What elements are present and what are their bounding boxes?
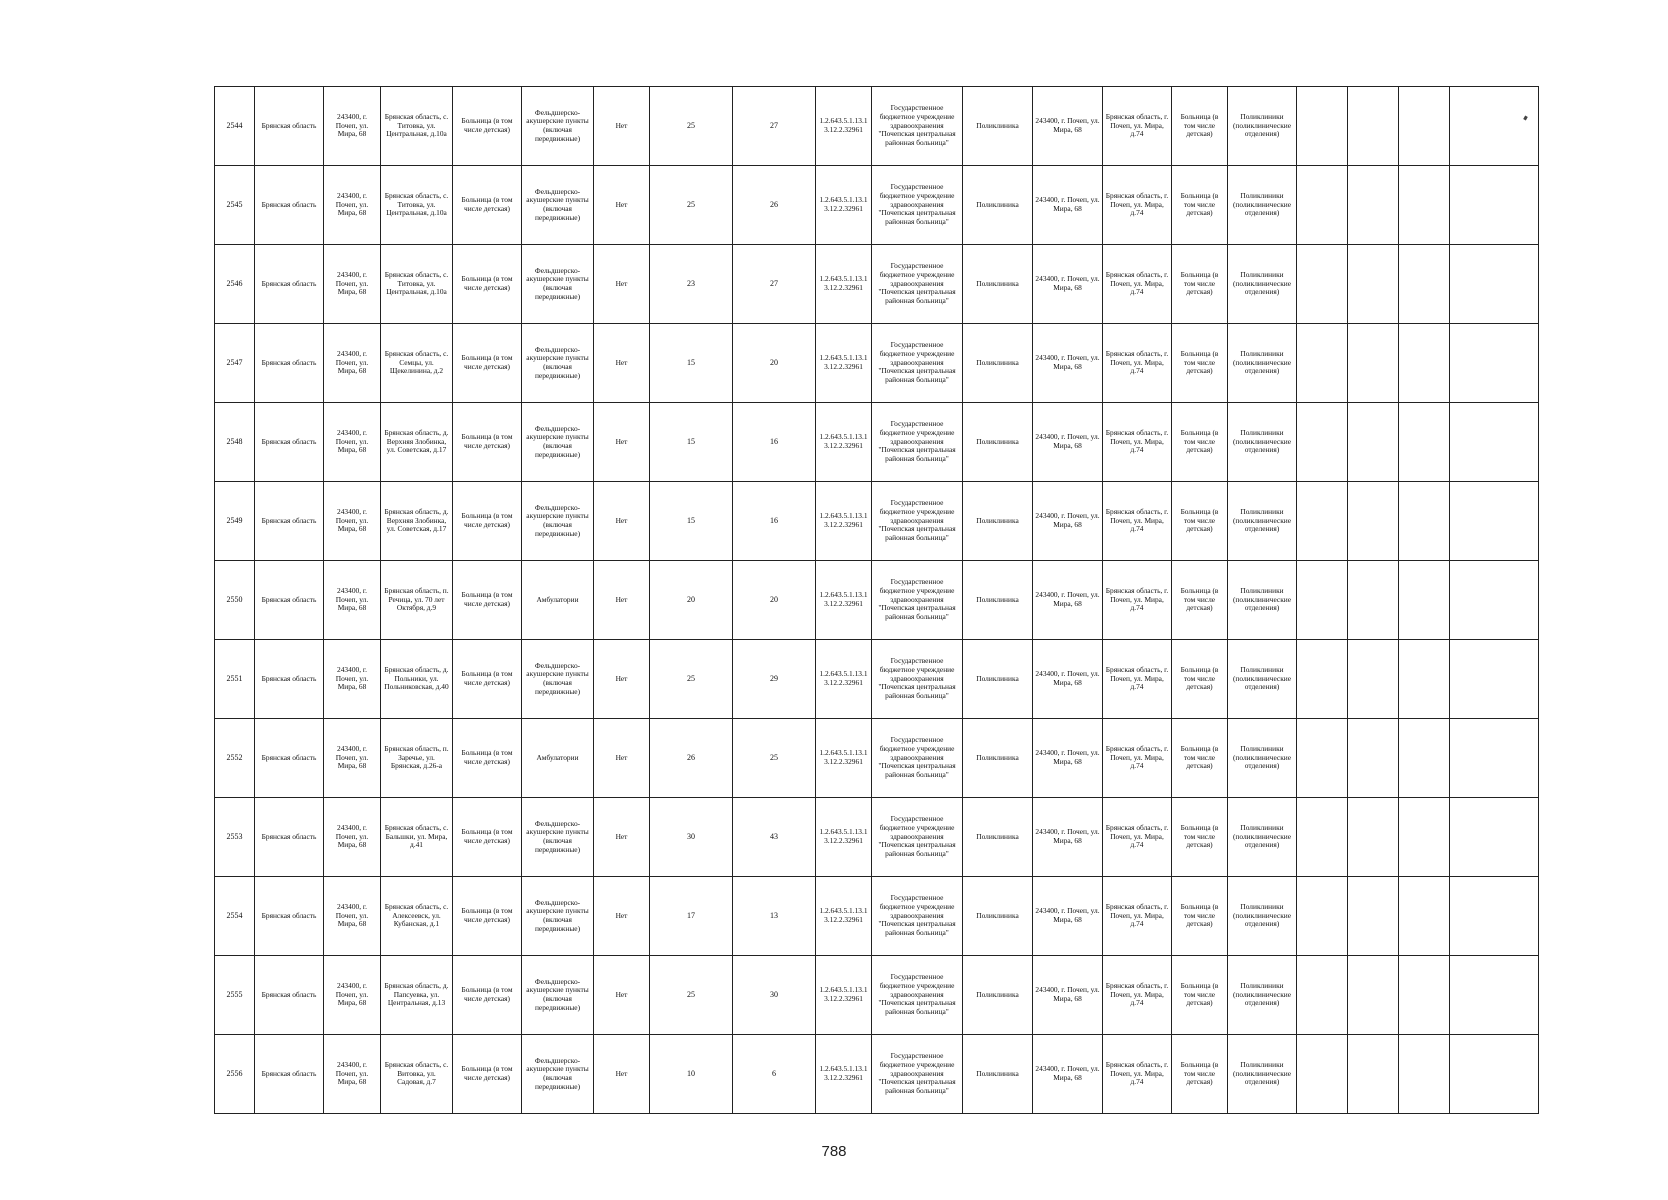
table-row [215, 640, 1539, 719]
cell-empty-3 [1399, 403, 1450, 482]
cell-org-address: 243400, г. Почеп, ул. Мира, 68 [324, 1035, 381, 1114]
cell-count-a: 15 [650, 324, 733, 403]
cell-empty-4 [1450, 719, 1539, 798]
cell-record-number: 2554 [215, 877, 255, 956]
cell-actual-address: Брянская область, г. Почеп, ул. Мира, д.74 [1103, 1035, 1172, 1114]
cell-empty-1 [1297, 798, 1348, 877]
cell-flag: Нет [594, 877, 650, 956]
cell-structure-type: Поликлиника [963, 166, 1033, 245]
cell-facility-kind: Больница (в том числе детская) [1172, 561, 1228, 640]
cell-org-name: Государственное бюджетное учреждение здравоохранения "Почепская центральная районная больница" [872, 877, 963, 956]
table-row [215, 1035, 1539, 1114]
cell-facility-kind: Больница (в том числе детская) [1172, 798, 1228, 877]
cell-empty-2 [1348, 877, 1399, 956]
cell-unit-type: Фельдшерско-акушерские пункты (включая передвижные) [522, 166, 594, 245]
cell-record-number: 2547 [215, 324, 255, 403]
cell-site-address: Брянская область, с. Витовка, ул. Садовая, д.7 [381, 1035, 453, 1114]
cell-org-name: Государственное бюджетное учреждение здравоохранения "Почепская центральная районная больница" [872, 956, 963, 1035]
cell-unit-type: Фельдшерско-акушерские пункты (включая передвижные) [522, 245, 594, 324]
cell-org-address: 243400, г. Почеп, ул. Мира, 68 [324, 166, 381, 245]
cell-division-kind: Поликлиники (поликлинические отделения) [1228, 1035, 1297, 1114]
cell-division-kind: Поликлиники (поликлинические отделения) [1228, 956, 1297, 1035]
cell-org-name: Государственное бюджетное учреждение здравоохранения "Почепская центральная районная больница" [872, 87, 963, 166]
cell-count-b: 30 [733, 956, 816, 1035]
cell-region: Брянская область [255, 640, 324, 719]
table-row [215, 166, 1539, 245]
cell-legal-address: 243400, г. Почеп, ул. Мира, 68 [1033, 798, 1103, 877]
cell-org-name: Государственное бюджетное учреждение здравоохранения "Почепская центральная районная больница" [872, 403, 963, 482]
cell-division-kind: Поликлиники (поликлинические отделения) [1228, 719, 1297, 798]
cell-empty-4 [1450, 956, 1539, 1035]
cell-region: Брянская область [255, 798, 324, 877]
cell-site-address: Брянская область, с. Алексеевск, ул. Кубанская, д.1 [381, 877, 453, 956]
cell-empty-2 [1348, 482, 1399, 561]
cell-empty-2 [1348, 1035, 1399, 1114]
cell-count-a: 15 [650, 482, 733, 561]
cell-facility-kind: Больница (в том числе детская) [1172, 482, 1228, 561]
cell-empty-1 [1297, 719, 1348, 798]
cell-oid: 1.2.643.5.1.13.13.12.2.32961 [816, 403, 872, 482]
cell-region: Брянская область [255, 719, 324, 798]
cell-unit-type: Амбулатории [522, 561, 594, 640]
cell-region: Брянская область [255, 166, 324, 245]
cell-empty-2 [1348, 245, 1399, 324]
cell-flag: Нет [594, 324, 650, 403]
cell-site-address: Брянская область, д. Верхняя Злобинка, ул. Советская, д.17 [381, 482, 453, 561]
cell-empty-3 [1399, 324, 1450, 403]
cell-legal-address: 243400, г. Почеп, ул. Мира, 68 [1033, 87, 1103, 166]
cell-actual-address: Брянская область, г. Почеп, ул. Мира, д.74 [1103, 87, 1172, 166]
cell-count-b: 43 [733, 798, 816, 877]
cell-count-a: 25 [650, 640, 733, 719]
cell-unit-type: Фельдшерско-акушерские пункты (включая передвижные) [522, 956, 594, 1035]
cell-structure-type: Поликлиника [963, 877, 1033, 956]
table-row [215, 956, 1539, 1035]
cell-empty-2 [1348, 403, 1399, 482]
cell-flag: Нет [594, 956, 650, 1035]
cell-count-a: 26 [650, 719, 733, 798]
cell-legal-address: 243400, г. Почеп, ул. Мира, 68 [1033, 482, 1103, 561]
cell-region: Брянская область [255, 482, 324, 561]
cell-actual-address: Брянская область, г. Почеп, ул. Мира, д.74 [1103, 877, 1172, 956]
cell-actual-address: Брянская область, г. Почеп, ул. Мира, д.74 [1103, 166, 1172, 245]
cell-legal-address: 243400, г. Почеп, ул. Мира, 68 [1033, 877, 1103, 956]
table-row [215, 877, 1539, 956]
cell-region: Брянская область [255, 324, 324, 403]
cell-empty-2 [1348, 640, 1399, 719]
cell-org-name: Государственное бюджетное учреждение здравоохранения "Почепская центральная районная больница" [872, 640, 963, 719]
cell-org-name: Государственное бюджетное учреждение здравоохранения "Почепская центральная районная больница" [872, 719, 963, 798]
cell-structure-type: Поликлиника [963, 561, 1033, 640]
cell-org-address: 243400, г. Почеп, ул. Мира, 68 [324, 640, 381, 719]
cell-region: Брянская область [255, 1035, 324, 1114]
cell-empty-2 [1348, 719, 1399, 798]
cell-empty-4 [1450, 403, 1539, 482]
cell-site-address: Брянская область, д. Папсуевка, ул. Центральная, д.13 [381, 956, 453, 1035]
table-row [215, 403, 1539, 482]
cell-division-kind: Поликлиники (поликлинические отделения) [1228, 561, 1297, 640]
cell-oid: 1.2.643.5.1.13.13.12.2.32961 [816, 166, 872, 245]
cell-org-name: Государственное бюджетное учреждение здравоохранения "Почепская центральная районная больница" [872, 482, 963, 561]
table-row [215, 798, 1539, 877]
cell-count-b: 13 [733, 877, 816, 956]
cell-empty-3 [1399, 166, 1450, 245]
cell-facility-kind: Больница (в том числе детская) [1172, 877, 1228, 956]
cell-empty-1 [1297, 87, 1348, 166]
cell-empty-4 [1450, 166, 1539, 245]
cell-unit-type: Фельдшерско-акушерские пункты (включая передвижные) [522, 798, 594, 877]
cell-region: Брянская область [255, 403, 324, 482]
cell-empty-1 [1297, 640, 1348, 719]
cell-record-number: 2548 [215, 403, 255, 482]
cell-count-b: 29 [733, 640, 816, 719]
cell-unit-type: Фельдшерско-акушерские пункты (включая передвижные) [522, 877, 594, 956]
cell-structure-type: Поликлиника [963, 798, 1033, 877]
cell-empty-4 [1450, 877, 1539, 956]
cell-flag: Нет [594, 245, 650, 324]
cell-empty-3 [1399, 956, 1450, 1035]
cell-legal-address: 243400, г. Почеп, ул. Мира, 68 [1033, 719, 1103, 798]
cell-legal-address: 243400, г. Почеп, ул. Мира, 68 [1033, 561, 1103, 640]
cell-empty-4 [1450, 324, 1539, 403]
cell-legal-address: 243400, г. Почеп, ул. Мира, 68 [1033, 640, 1103, 719]
cell-record-number: 2545 [215, 166, 255, 245]
cell-site-address: Брянская область, с. Титовка, ул. Центральная, д.10а [381, 245, 453, 324]
cell-structure-type: Поликлиника [963, 1035, 1033, 1114]
cell-org-name: Государственное бюджетное учреждение здравоохранения "Почепская центральная районная больница" [872, 561, 963, 640]
cell-count-a: 15 [650, 403, 733, 482]
cell-division-kind: Поликлиники (поликлинические отделения) [1228, 166, 1297, 245]
cell-unit-type: Фельдшерско-акушерские пункты (включая передвижные) [522, 640, 594, 719]
registry-body [215, 87, 1539, 1114]
cell-facility-kind: Больница (в том числе детская) [1172, 166, 1228, 245]
cell-facility-kind: Больница (в том числе детская) [1172, 956, 1228, 1035]
cell-facility-type: Больница (в том числе детская) [453, 956, 522, 1035]
cell-site-address: Брянская область, с. Семцы, ул. Щекелинина, д.2 [381, 324, 453, 403]
cell-oid: 1.2.643.5.1.13.13.12.2.32961 [816, 798, 872, 877]
cell-site-address: Брянская область, п. Речица, ул. 70 лет Октября, д.9 [381, 561, 453, 640]
cell-oid: 1.2.643.5.1.13.13.12.2.32961 [816, 245, 872, 324]
cell-count-b: 6 [733, 1035, 816, 1114]
cell-structure-type: Поликлиника [963, 403, 1033, 482]
cell-legal-address: 243400, г. Почеп, ул. Мира, 68 [1033, 166, 1103, 245]
cell-facility-kind: Больница (в том числе детская) [1172, 719, 1228, 798]
cell-flag: Нет [594, 798, 650, 877]
cell-facility-type: Больница (в том числе детская) [453, 87, 522, 166]
cell-facility-type: Больница (в том числе детская) [453, 561, 522, 640]
cell-facility-type: Больница (в том числе детская) [453, 798, 522, 877]
cell-division-kind: Поликлиники (поликлинические отделения) [1228, 245, 1297, 324]
cell-actual-address: Брянская область, г. Почеп, ул. Мира, д.74 [1103, 956, 1172, 1035]
cell-empty-4 [1450, 245, 1539, 324]
table-row [215, 87, 1539, 166]
cell-org-address: 243400, г. Почеп, ул. Мира, 68 [324, 956, 381, 1035]
cell-unit-type: Фельдшерско-акушерские пункты (включая передвижные) [522, 87, 594, 166]
cell-facility-kind: Больница (в том числе детская) [1172, 1035, 1228, 1114]
cell-facility-kind: Больница (в том числе детская) [1172, 324, 1228, 403]
cell-org-name: Государственное бюджетное учреждение здравоохранения "Почепская центральная районная больница" [872, 166, 963, 245]
cell-count-b: 26 [733, 166, 816, 245]
cell-site-address: Брянская область, с. Титовка, ул. Центральная, д.10а [381, 87, 453, 166]
cell-unit-type: Амбулатории [522, 719, 594, 798]
cell-flag: Нет [594, 482, 650, 561]
cell-empty-4 [1450, 640, 1539, 719]
cell-empty-2 [1348, 561, 1399, 640]
cell-count-a: 20 [650, 561, 733, 640]
cell-structure-type: Поликлиника [963, 640, 1033, 719]
cell-record-number: 2551 [215, 640, 255, 719]
cell-org-name: Государственное бюджетное учреждение здравоохранения "Почепская центральная районная больница" [872, 245, 963, 324]
cell-empty-1 [1297, 166, 1348, 245]
page-number: 788 [821, 1143, 847, 1160]
cell-count-b: 20 [733, 324, 816, 403]
cell-org-name: Государственное бюджетное учреждение здравоохранения "Почепская центральная районная больница" [872, 1035, 963, 1114]
cell-org-name: Государственное бюджетное учреждение здравоохранения "Почепская центральная районная больница" [872, 324, 963, 403]
cell-empty-4 [1450, 1035, 1539, 1114]
cell-flag: Нет [594, 87, 650, 166]
cell-flag: Нет [594, 561, 650, 640]
cell-facility-type: Больница (в том числе детская) [453, 719, 522, 798]
cell-empty-1 [1297, 561, 1348, 640]
cell-facility-kind: Больница (в том числе детская) [1172, 87, 1228, 166]
cell-division-kind: Поликлиники (поликлинические отделения) [1228, 324, 1297, 403]
cell-empty-4 [1450, 87, 1539, 166]
cell-count-a: 25 [650, 956, 733, 1035]
cell-division-kind: Поликлиники (поликлинические отделения) [1228, 877, 1297, 956]
cell-legal-address: 243400, г. Почеп, ул. Мира, 68 [1033, 403, 1103, 482]
cell-facility-kind: Больница (в том числе детская) [1172, 245, 1228, 324]
cell-empty-3 [1399, 798, 1450, 877]
cell-empty-4 [1450, 482, 1539, 561]
cell-record-number: 2556 [215, 1035, 255, 1114]
cell-oid: 1.2.643.5.1.13.13.12.2.32961 [816, 877, 872, 956]
cell-empty-3 [1399, 1035, 1450, 1114]
cell-org-address: 243400, г. Почеп, ул. Мира, 68 [324, 324, 381, 403]
cell-unit-type: Фельдшерско-акушерские пункты (включая передвижные) [522, 1035, 594, 1114]
cell-structure-type: Поликлиника [963, 87, 1033, 166]
cell-count-a: 25 [650, 166, 733, 245]
cell-legal-address: 243400, г. Почеп, ул. Мира, 68 [1033, 956, 1103, 1035]
cell-division-kind: Поликлиники (поликлинические отделения) [1228, 640, 1297, 719]
cell-structure-type: Поликлиника [963, 482, 1033, 561]
cell-count-b: 27 [733, 87, 816, 166]
cell-count-a: 23 [650, 245, 733, 324]
cell-region: Брянская область [255, 877, 324, 956]
cell-record-number: 2549 [215, 482, 255, 561]
cell-actual-address: Брянская область, г. Почеп, ул. Мира, д.74 [1103, 640, 1172, 719]
cell-count-b: 27 [733, 245, 816, 324]
cell-facility-type: Больница (в том числе детская) [453, 166, 522, 245]
cell-org-address: 243400, г. Почеп, ул. Мира, 68 [324, 87, 381, 166]
table-row [215, 719, 1539, 798]
cell-oid: 1.2.643.5.1.13.13.12.2.32961 [816, 956, 872, 1035]
cell-count-b: 25 [733, 719, 816, 798]
cell-flag: Нет [594, 166, 650, 245]
cell-empty-3 [1399, 719, 1450, 798]
cell-facility-type: Больница (в том числе детская) [453, 324, 522, 403]
cell-oid: 1.2.643.5.1.13.13.12.2.32961 [816, 719, 872, 798]
cell-count-a: 25 [650, 87, 733, 166]
cell-structure-type: Поликлиника [963, 324, 1033, 403]
cell-empty-1 [1297, 403, 1348, 482]
cell-site-address: Брянская область, д. Польники, ул. Польниковская, д.40 [381, 640, 453, 719]
cell-count-b: 16 [733, 482, 816, 561]
cell-division-kind: Поликлиники (поликлинические отделения) [1228, 87, 1297, 166]
cell-empty-1 [1297, 1035, 1348, 1114]
cell-flag: Нет [594, 719, 650, 798]
cell-structure-type: Поликлиника [963, 245, 1033, 324]
cell-count-b: 20 [733, 561, 816, 640]
cell-facility-type: Больница (в том числе детская) [453, 877, 522, 956]
cell-site-address: Брянская область, д. Верхняя Злобинка, ул. Советская, д.17 [381, 403, 453, 482]
cell-record-number: 2552 [215, 719, 255, 798]
cell-count-b: 16 [733, 403, 816, 482]
table-row [215, 561, 1539, 640]
cell-region: Брянская область [255, 245, 324, 324]
cell-structure-type: Поликлиника [963, 719, 1033, 798]
cell-empty-3 [1399, 482, 1450, 561]
cell-empty-1 [1297, 482, 1348, 561]
table-row [215, 324, 1539, 403]
cell-empty-2 [1348, 166, 1399, 245]
cell-facility-type: Больница (в том числе детская) [453, 482, 522, 561]
table-row [215, 245, 1539, 324]
table-row [215, 482, 1539, 561]
cell-record-number: 2553 [215, 798, 255, 877]
cell-record-number: 2546 [215, 245, 255, 324]
cell-facility-type: Больница (в том числе детская) [453, 245, 522, 324]
cell-org-address: 243400, г. Почеп, ул. Мира, 68 [324, 482, 381, 561]
cell-site-address: Брянская область, п. Заречье, ул. Брянская, д.26-а [381, 719, 453, 798]
cell-empty-2 [1348, 87, 1399, 166]
cell-empty-1 [1297, 324, 1348, 403]
cell-legal-address: 243400, г. Почеп, ул. Мира, 68 [1033, 245, 1103, 324]
cell-facility-type: Больница (в том числе детская) [453, 640, 522, 719]
cell-actual-address: Брянская область, г. Почеп, ул. Мира, д.74 [1103, 482, 1172, 561]
cell-oid: 1.2.643.5.1.13.13.12.2.32961 [816, 482, 872, 561]
cell-org-address: 243400, г. Почеп, ул. Мира, 68 [324, 561, 381, 640]
cell-empty-2 [1348, 798, 1399, 877]
cell-org-address: 243400, г. Почеп, ул. Мира, 68 [324, 245, 381, 324]
cell-count-a: 10 [650, 1035, 733, 1114]
cell-org-address: 243400, г. Почеп, ул. Мира, 68 [324, 719, 381, 798]
cell-empty-3 [1399, 87, 1450, 166]
cell-oid: 1.2.643.5.1.13.13.12.2.32961 [816, 1035, 872, 1114]
cell-region: Брянская область [255, 956, 324, 1035]
cell-empty-2 [1348, 324, 1399, 403]
cell-flag: Нет [594, 640, 650, 719]
cell-empty-1 [1297, 956, 1348, 1035]
cell-empty-2 [1348, 956, 1399, 1035]
cell-org-address: 243400, г. Почеп, ул. Мира, 68 [324, 798, 381, 877]
cell-unit-type: Фельдшерско-акушерские пункты (включая передвижные) [522, 324, 594, 403]
cell-division-kind: Поликлиники (поликлинические отделения) [1228, 482, 1297, 561]
cell-empty-3 [1399, 640, 1450, 719]
cell-actual-address: Брянская область, г. Почеп, ул. Мира, д.74 [1103, 245, 1172, 324]
cell-actual-address: Брянская область, г. Почеп, ул. Мира, д.74 [1103, 403, 1172, 482]
cell-legal-address: 243400, г. Почеп, ул. Мира, 68 [1033, 324, 1103, 403]
cell-actual-address: Брянская область, г. Почеп, ул. Мира, д.74 [1103, 719, 1172, 798]
cell-count-a: 30 [650, 798, 733, 877]
cell-site-address: Брянская область, с. Бальшки, ул. Мира, д.41 [381, 798, 453, 877]
cell-facility-type: Больница (в том числе детская) [453, 1035, 522, 1114]
cell-division-kind: Поликлиники (поликлинические отделения) [1228, 403, 1297, 482]
cell-unit-type: Фельдшерско-акушерские пункты (включая передвижные) [522, 482, 594, 561]
cell-empty-1 [1297, 877, 1348, 956]
cell-actual-address: Брянская область, г. Почеп, ул. Мира, д.74 [1103, 324, 1172, 403]
cell-flag: Нет [594, 1035, 650, 1114]
cell-actual-address: Брянская область, г. Почеп, ул. Мира, д.74 [1103, 798, 1172, 877]
cell-facility-kind: Больница (в том числе детская) [1172, 640, 1228, 719]
cell-flag: Нет [594, 403, 650, 482]
cell-empty-3 [1399, 561, 1450, 640]
cell-region: Брянская область [255, 561, 324, 640]
registry-table [214, 86, 1539, 1114]
cell-record-number: 2555 [215, 956, 255, 1035]
cell-unit-type: Фельдшерско-акушерские пункты (включая передвижные) [522, 403, 594, 482]
cell-empty-3 [1399, 877, 1450, 956]
cell-oid: 1.2.643.5.1.13.13.12.2.32961 [816, 640, 872, 719]
cell-empty-4 [1450, 798, 1539, 877]
cell-region: Брянская область [255, 87, 324, 166]
cell-empty-4 [1450, 561, 1539, 640]
cell-empty-3 [1399, 245, 1450, 324]
cell-org-address: 243400, г. Почеп, ул. Мира, 68 [324, 403, 381, 482]
cell-facility-type: Больница (в том числе детская) [453, 403, 522, 482]
cell-division-kind: Поликлиники (поликлинические отделения) [1228, 798, 1297, 877]
cell-structure-type: Поликлиника [963, 956, 1033, 1035]
cell-org-address: 243400, г. Почеп, ул. Мира, 68 [324, 877, 381, 956]
cell-actual-address: Брянская область, г. Почеп, ул. Мира, д.74 [1103, 561, 1172, 640]
cell-org-name: Государственное бюджетное учреждение здравоохранения "Почепская центральная районная больница" [872, 798, 963, 877]
cell-record-number: 2544 [215, 87, 255, 166]
cell-oid: 1.2.643.5.1.13.13.12.2.32961 [816, 324, 872, 403]
cell-empty-1 [1297, 245, 1348, 324]
cell-record-number: 2550 [215, 561, 255, 640]
cell-oid: 1.2.643.5.1.13.13.12.2.32961 [816, 561, 872, 640]
cell-count-a: 17 [650, 877, 733, 956]
cell-legal-address: 243400, г. Почеп, ул. Мира, 68 [1033, 1035, 1103, 1114]
cell-facility-kind: Больница (в том числе детская) [1172, 403, 1228, 482]
cell-oid: 1.2.643.5.1.13.13.12.2.32961 [816, 87, 872, 166]
cell-site-address: Брянская область, с. Титовка, ул. Центральная, д.10а [381, 166, 453, 245]
